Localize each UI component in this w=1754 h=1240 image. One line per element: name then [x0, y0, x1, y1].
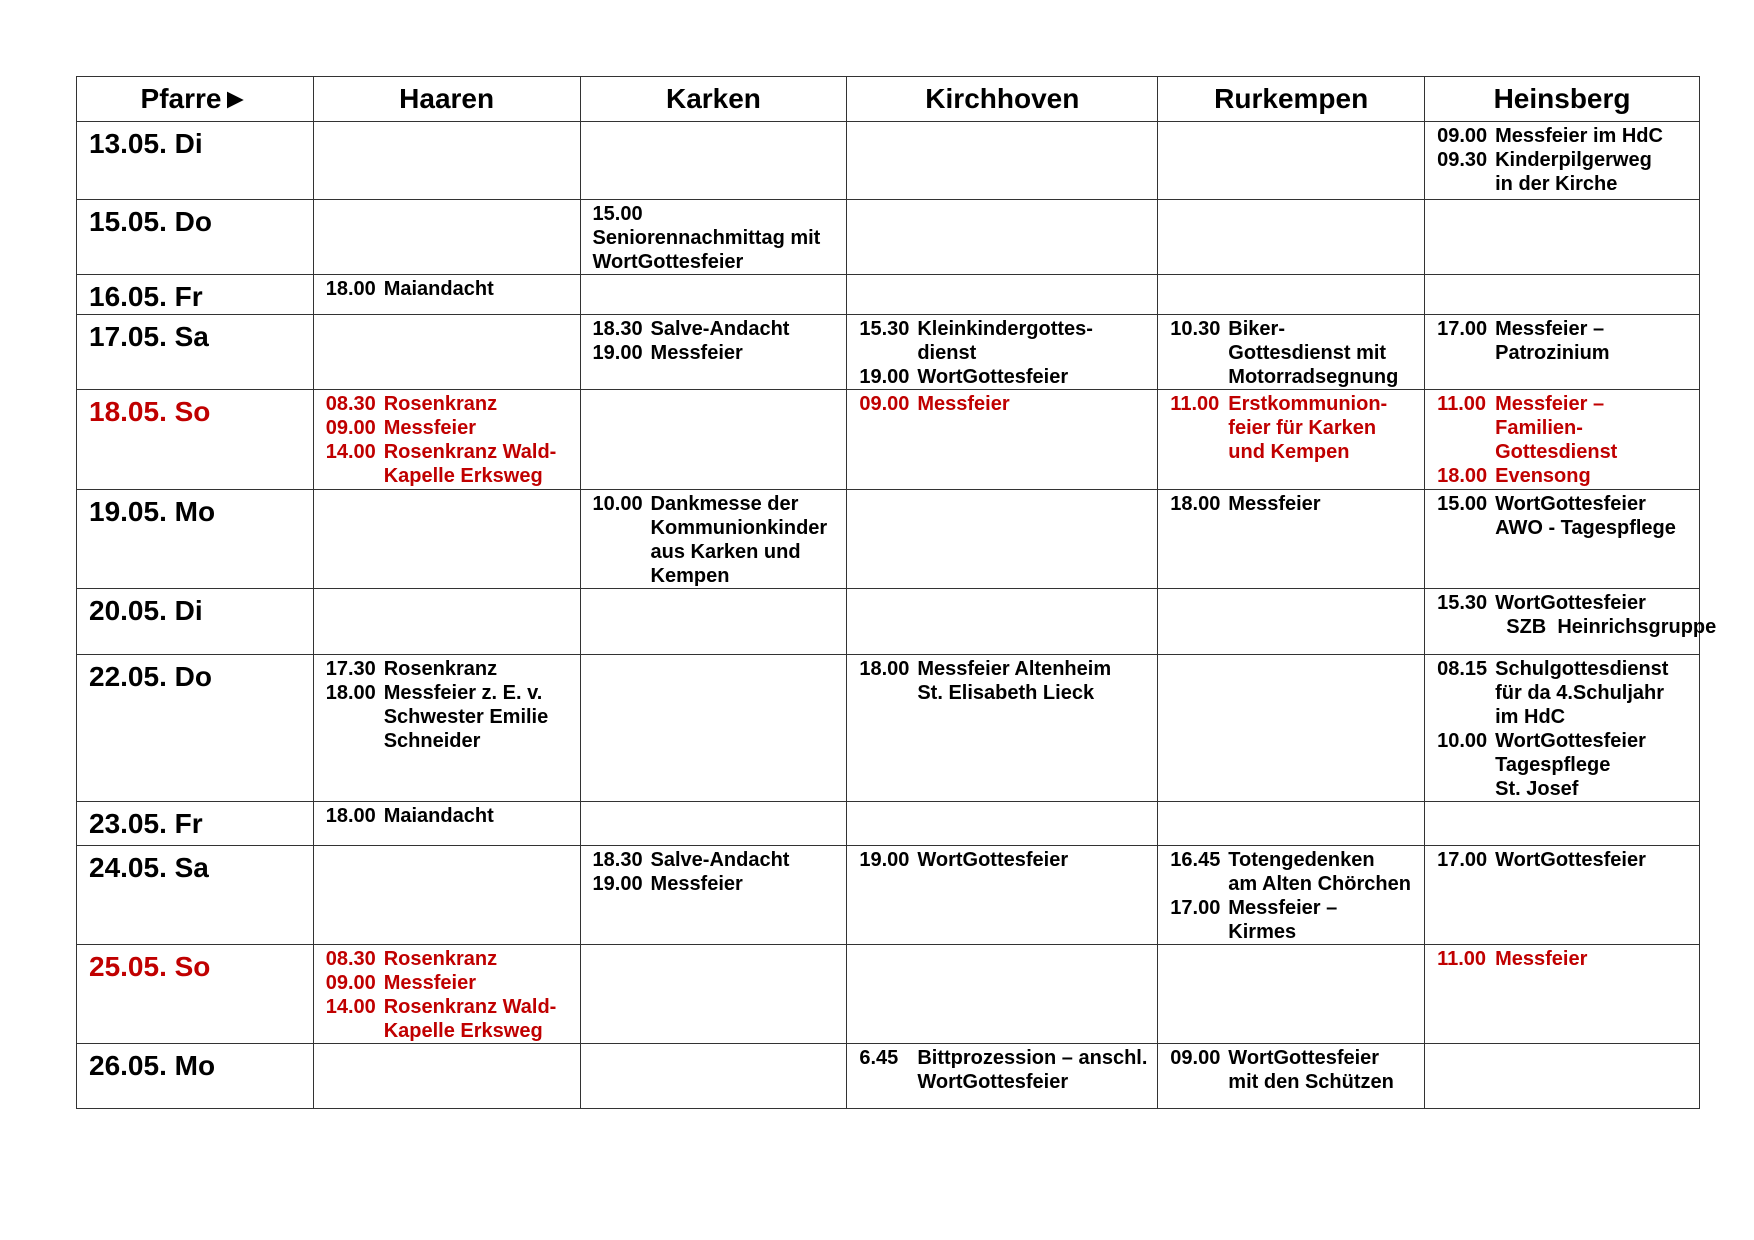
cell-heinsberg: [1425, 846, 1700, 945]
service-text: Kleinkindergottes- dienst: [917, 318, 1093, 364]
table-row: [77, 315, 1700, 390]
service-entry: [859, 657, 1157, 705]
service-entry: [593, 492, 847, 588]
cell-kirchhoven: [847, 200, 1158, 275]
service-text: Biker- Gottesdienst mit Motorradsegnung: [1228, 318, 1399, 388]
cell-heinsberg: [1425, 802, 1700, 846]
service-entry: [326, 440, 580, 488]
table-row: [77, 1044, 1700, 1109]
cell-heinsberg: [1425, 390, 1700, 490]
service-time: 09.00: [1437, 125, 1488, 147]
service-text: Messfeier z. E. v. Schwester Emilie Schneider: [383, 682, 549, 752]
cell-karken: [580, 945, 847, 1044]
service-text: Dankmesse der Kommunionkinder aus Karken und Kempen: [650, 493, 828, 587]
service-entry: [326, 681, 580, 753]
cell-heinsberg: [1425, 1044, 1700, 1109]
service-text: Bittprozession – anschl. WortGottesfeier: [917, 1047, 1148, 1093]
service-time: 19.00: [592, 342, 643, 364]
cell-karken: [580, 655, 847, 802]
service-text: Messfeier: [383, 972, 476, 994]
table-row: [77, 490, 1700, 589]
date-cell: 20.05. Di: [77, 589, 314, 655]
service-time: 14.00: [325, 441, 376, 463]
header-pfarre: Pfarre►: [77, 77, 314, 122]
cell-kirchhoven: [847, 655, 1158, 802]
service-text: Salve-Andacht: [650, 849, 790, 871]
service-time: 10.00: [592, 493, 643, 515]
service-entry: [1437, 947, 1699, 971]
service-text: Messfeier: [650, 342, 743, 364]
cell-rurkempen: [1158, 315, 1425, 390]
cell-heinsberg: [1425, 122, 1700, 200]
service-text: Erstkommunion- feier für Karken und Kempen: [1228, 393, 1388, 463]
date-cell: 17.05. Sa: [77, 315, 314, 390]
service-time: 14.00: [325, 996, 376, 1018]
service-time: 18.00: [1437, 465, 1488, 487]
cell-haaren: [313, 200, 580, 275]
header-row: [77, 77, 1700, 122]
service-entry: [859, 365, 1157, 389]
cell-karken: [580, 122, 847, 200]
service-text: Rosenkranz: [383, 393, 498, 415]
cell-haaren: [313, 945, 580, 1044]
service-text: WortGottesfeier Tagespflege St. Josef: [1495, 730, 1646, 800]
service-entry: [1170, 848, 1424, 896]
cell-karken: [580, 490, 847, 589]
service-entry: [1437, 492, 1699, 540]
date-cell: 26.05. Mo: [77, 1044, 314, 1109]
cell-heinsberg: [1425, 315, 1700, 390]
cell-kirchhoven: [847, 945, 1158, 1044]
service-text: Rosenkranz: [383, 658, 498, 680]
service-entry: [1437, 124, 1699, 148]
cell-rurkempen: [1158, 1044, 1425, 1109]
service-entry: [1170, 1046, 1424, 1094]
service-text: Kinderpilgerweg in der Kirche: [1495, 149, 1652, 195]
service-time: 19.00: [859, 366, 910, 388]
service-text: Rosenkranz Wald- Kapelle Erksweg: [383, 996, 557, 1042]
service-entry: [326, 804, 580, 828]
date-cell: 19.05. Mo: [77, 490, 314, 589]
service-text: WortGottesfeier: [917, 849, 1069, 871]
cell-rurkempen: [1158, 846, 1425, 945]
service-entry: [1437, 729, 1699, 801]
service-entry: [859, 392, 1157, 416]
service-time: 15.30: [1437, 592, 1488, 614]
service-text: Messfeier – Familien- Gottesdienst: [1495, 393, 1618, 463]
service-time: 11.00: [1170, 393, 1220, 415]
service-time: 17.30: [325, 658, 376, 680]
cell-heinsberg: [1425, 655, 1700, 802]
cell-rurkempen: [1158, 490, 1425, 589]
service-entry: [1437, 464, 1699, 488]
service-time: 18.00: [1170, 493, 1221, 515]
service-entry: [593, 848, 847, 872]
service-entry: [1437, 148, 1699, 196]
table-row: [77, 802, 1700, 846]
cell-rurkempen: [1158, 802, 1425, 846]
service-entry: [859, 1046, 1157, 1094]
cell-haaren: [313, 490, 580, 589]
service-text: Messfeier: [1495, 948, 1588, 970]
service-entry: [1170, 317, 1424, 389]
service-time: 11.00: [1437, 948, 1487, 970]
cell-rurkempen: [1158, 589, 1425, 655]
service-time: 18.00: [325, 805, 376, 827]
service-text: Rosenkranz Wald- Kapelle Erksweg: [383, 441, 557, 487]
service-entry: [326, 277, 580, 301]
service-entry: [593, 872, 847, 896]
service-text: Salve-Andacht: [650, 318, 790, 340]
service-time: 15.00: [1437, 493, 1488, 515]
table-row: [77, 589, 1700, 655]
cell-rurkempen: [1158, 390, 1425, 490]
service-text: Messfeier im HdC: [1495, 125, 1663, 147]
cell-heinsberg: [1425, 945, 1700, 1044]
service-time: 19.00: [859, 849, 910, 871]
service-entry: [859, 848, 1157, 872]
service-time: 16.45: [1170, 849, 1221, 871]
schedule-table: [76, 76, 1717, 1109]
date-cell: 18.05. So: [77, 390, 314, 490]
cell-heinsberg: [1425, 490, 1700, 589]
service-text: WortGottesfeier AWO - Tagespflege: [1495, 493, 1676, 539]
service-entry: [1437, 657, 1699, 729]
service-time: 18.30: [592, 849, 643, 871]
cell-kirchhoven: [847, 315, 1158, 390]
service-time: 17.00: [1437, 849, 1488, 871]
service-text: 15.00 Seniorennachmittag mit WortGottesfeier: [592, 203, 821, 273]
service-text: Messfeier: [917, 393, 1010, 415]
cell-kirchhoven: [847, 846, 1158, 945]
service-entry: [1437, 591, 1717, 639]
service-time: 18.30: [592, 318, 643, 340]
cell-haaren: [313, 589, 580, 655]
service-entry: [326, 947, 580, 971]
cell-kirchhoven: [847, 589, 1158, 655]
cell-haaren: [313, 390, 580, 490]
service-text: WortGottesfeier mit den Schützen: [1228, 1047, 1394, 1093]
table-row: [77, 390, 1700, 490]
table-row: [77, 846, 1700, 945]
service-time: 6.45: [859, 1047, 899, 1069]
service-time: 15.30: [859, 318, 910, 340]
service-entry: [593, 317, 847, 341]
service-time: 17.00: [1437, 318, 1488, 340]
service-entry: [326, 995, 580, 1043]
cell-haaren: [313, 846, 580, 945]
date-cell: 16.05. Fr: [77, 275, 314, 315]
cell-karken: [580, 315, 847, 390]
service-time: 18.00: [859, 658, 910, 680]
cell-rurkempen: [1158, 122, 1425, 200]
cell-heinsberg: [1425, 200, 1700, 275]
header-haaren: Haaren: [313, 77, 580, 122]
service-time: 08.30: [325, 393, 376, 415]
header-heinsberg: Heinsberg: [1425, 77, 1700, 122]
date-cell: 15.05. Do: [77, 200, 314, 275]
cell-rurkempen: [1158, 945, 1425, 1044]
table-row: [77, 655, 1700, 802]
date-cell: 13.05. Di: [77, 122, 314, 200]
service-time: 11.00: [1437, 393, 1487, 415]
cell-rurkempen: [1158, 200, 1425, 275]
service-text: Messfeier Altenheim St. Elisabeth Lieck: [917, 658, 1112, 704]
cell-kirchhoven: [847, 490, 1158, 589]
service-entry: [1437, 848, 1699, 872]
service-time: 10.30: [1170, 318, 1221, 340]
header-kirchhoven: Kirchhoven: [847, 77, 1158, 122]
service-entry: [326, 392, 580, 416]
cell-rurkempen: [1158, 275, 1425, 315]
table-row: [77, 200, 1700, 275]
service-text: Maiandacht: [383, 805, 494, 827]
date-cell: 23.05. Fr: [77, 802, 314, 846]
cell-karken: [580, 589, 847, 655]
cell-kirchhoven: [847, 802, 1158, 846]
cell-haaren: [313, 275, 580, 315]
cell-haaren: [313, 1044, 580, 1109]
cell-karken: [580, 200, 847, 275]
cell-kirchhoven: [847, 390, 1158, 490]
service-time: 09.00: [325, 972, 376, 994]
service-time: 17.00: [1170, 897, 1221, 919]
table-row: [77, 275, 1700, 315]
cell-kirchhoven: [847, 1044, 1158, 1109]
date-cell: 22.05. Do: [77, 655, 314, 802]
date-cell: 25.05. So: [77, 945, 314, 1044]
service-entry: [593, 341, 847, 365]
service-text: Messfeier: [383, 417, 476, 439]
service-entry: [593, 202, 847, 274]
table-row: [77, 945, 1700, 1044]
service-text: WortGottesfeier: [917, 366, 1069, 388]
cell-haaren: [313, 655, 580, 802]
service-entry: [326, 971, 580, 995]
header-karken: Karken: [580, 77, 847, 122]
service-text: Evensong: [1495, 465, 1591, 487]
service-text: Messfeier – Kirmes: [1228, 897, 1338, 943]
service-time: 08.15: [1437, 658, 1488, 680]
service-time: 10.00: [1437, 730, 1488, 752]
cell-heinsberg: [1425, 589, 1717, 655]
service-entry: [1170, 896, 1424, 944]
cell-karken: [580, 846, 847, 945]
service-text: Schulgottesdienst für da 4.Schuljahr im HdC: [1495, 658, 1669, 728]
service-time: 19.00: [592, 873, 643, 895]
cell-karken: [580, 802, 847, 846]
date-cell: 24.05. Sa: [77, 846, 314, 945]
service-text: Messfeier: [650, 873, 743, 895]
cell-haaren: [313, 802, 580, 846]
service-entry: [326, 416, 580, 440]
table-row: [77, 122, 1700, 200]
service-text: Totengedenken am Alten Chörchen: [1228, 849, 1411, 895]
service-time: 09.00: [859, 393, 910, 415]
service-time: 09.00: [1170, 1047, 1221, 1069]
cell-heinsberg: [1425, 275, 1700, 315]
cell-kirchhoven: [847, 122, 1158, 200]
service-entry: [326, 657, 580, 681]
service-time: 09.00: [325, 417, 376, 439]
service-entry: [1170, 492, 1424, 516]
cell-haaren: [313, 315, 580, 390]
cell-karken: [580, 275, 847, 315]
service-text: Rosenkranz: [383, 948, 498, 970]
service-time: 08.30: [325, 948, 376, 970]
cell-karken: [580, 1044, 847, 1109]
cell-karken: [580, 390, 847, 490]
cell-haaren: [313, 122, 580, 200]
service-time: 18.00: [325, 682, 376, 704]
service-text: Messfeier – Patrozinium: [1495, 318, 1610, 364]
service-text: WortGottesfeier SZB Heinrichsgruppe: [1495, 592, 1717, 638]
service-entry: [859, 317, 1157, 365]
service-entry: [1437, 317, 1699, 365]
service-entry: [1170, 392, 1424, 464]
service-text: Maiandacht: [383, 278, 494, 300]
service-text: Messfeier: [1228, 493, 1321, 515]
service-time: 18.00: [325, 278, 376, 300]
cell-kirchhoven: [847, 275, 1158, 315]
service-text: WortGottesfeier: [1495, 849, 1646, 871]
header-rurkempen: Rurkempen: [1158, 77, 1425, 122]
service-time: 09.30: [1437, 149, 1488, 171]
cell-rurkempen: [1158, 655, 1425, 802]
service-entry: [1437, 392, 1699, 464]
